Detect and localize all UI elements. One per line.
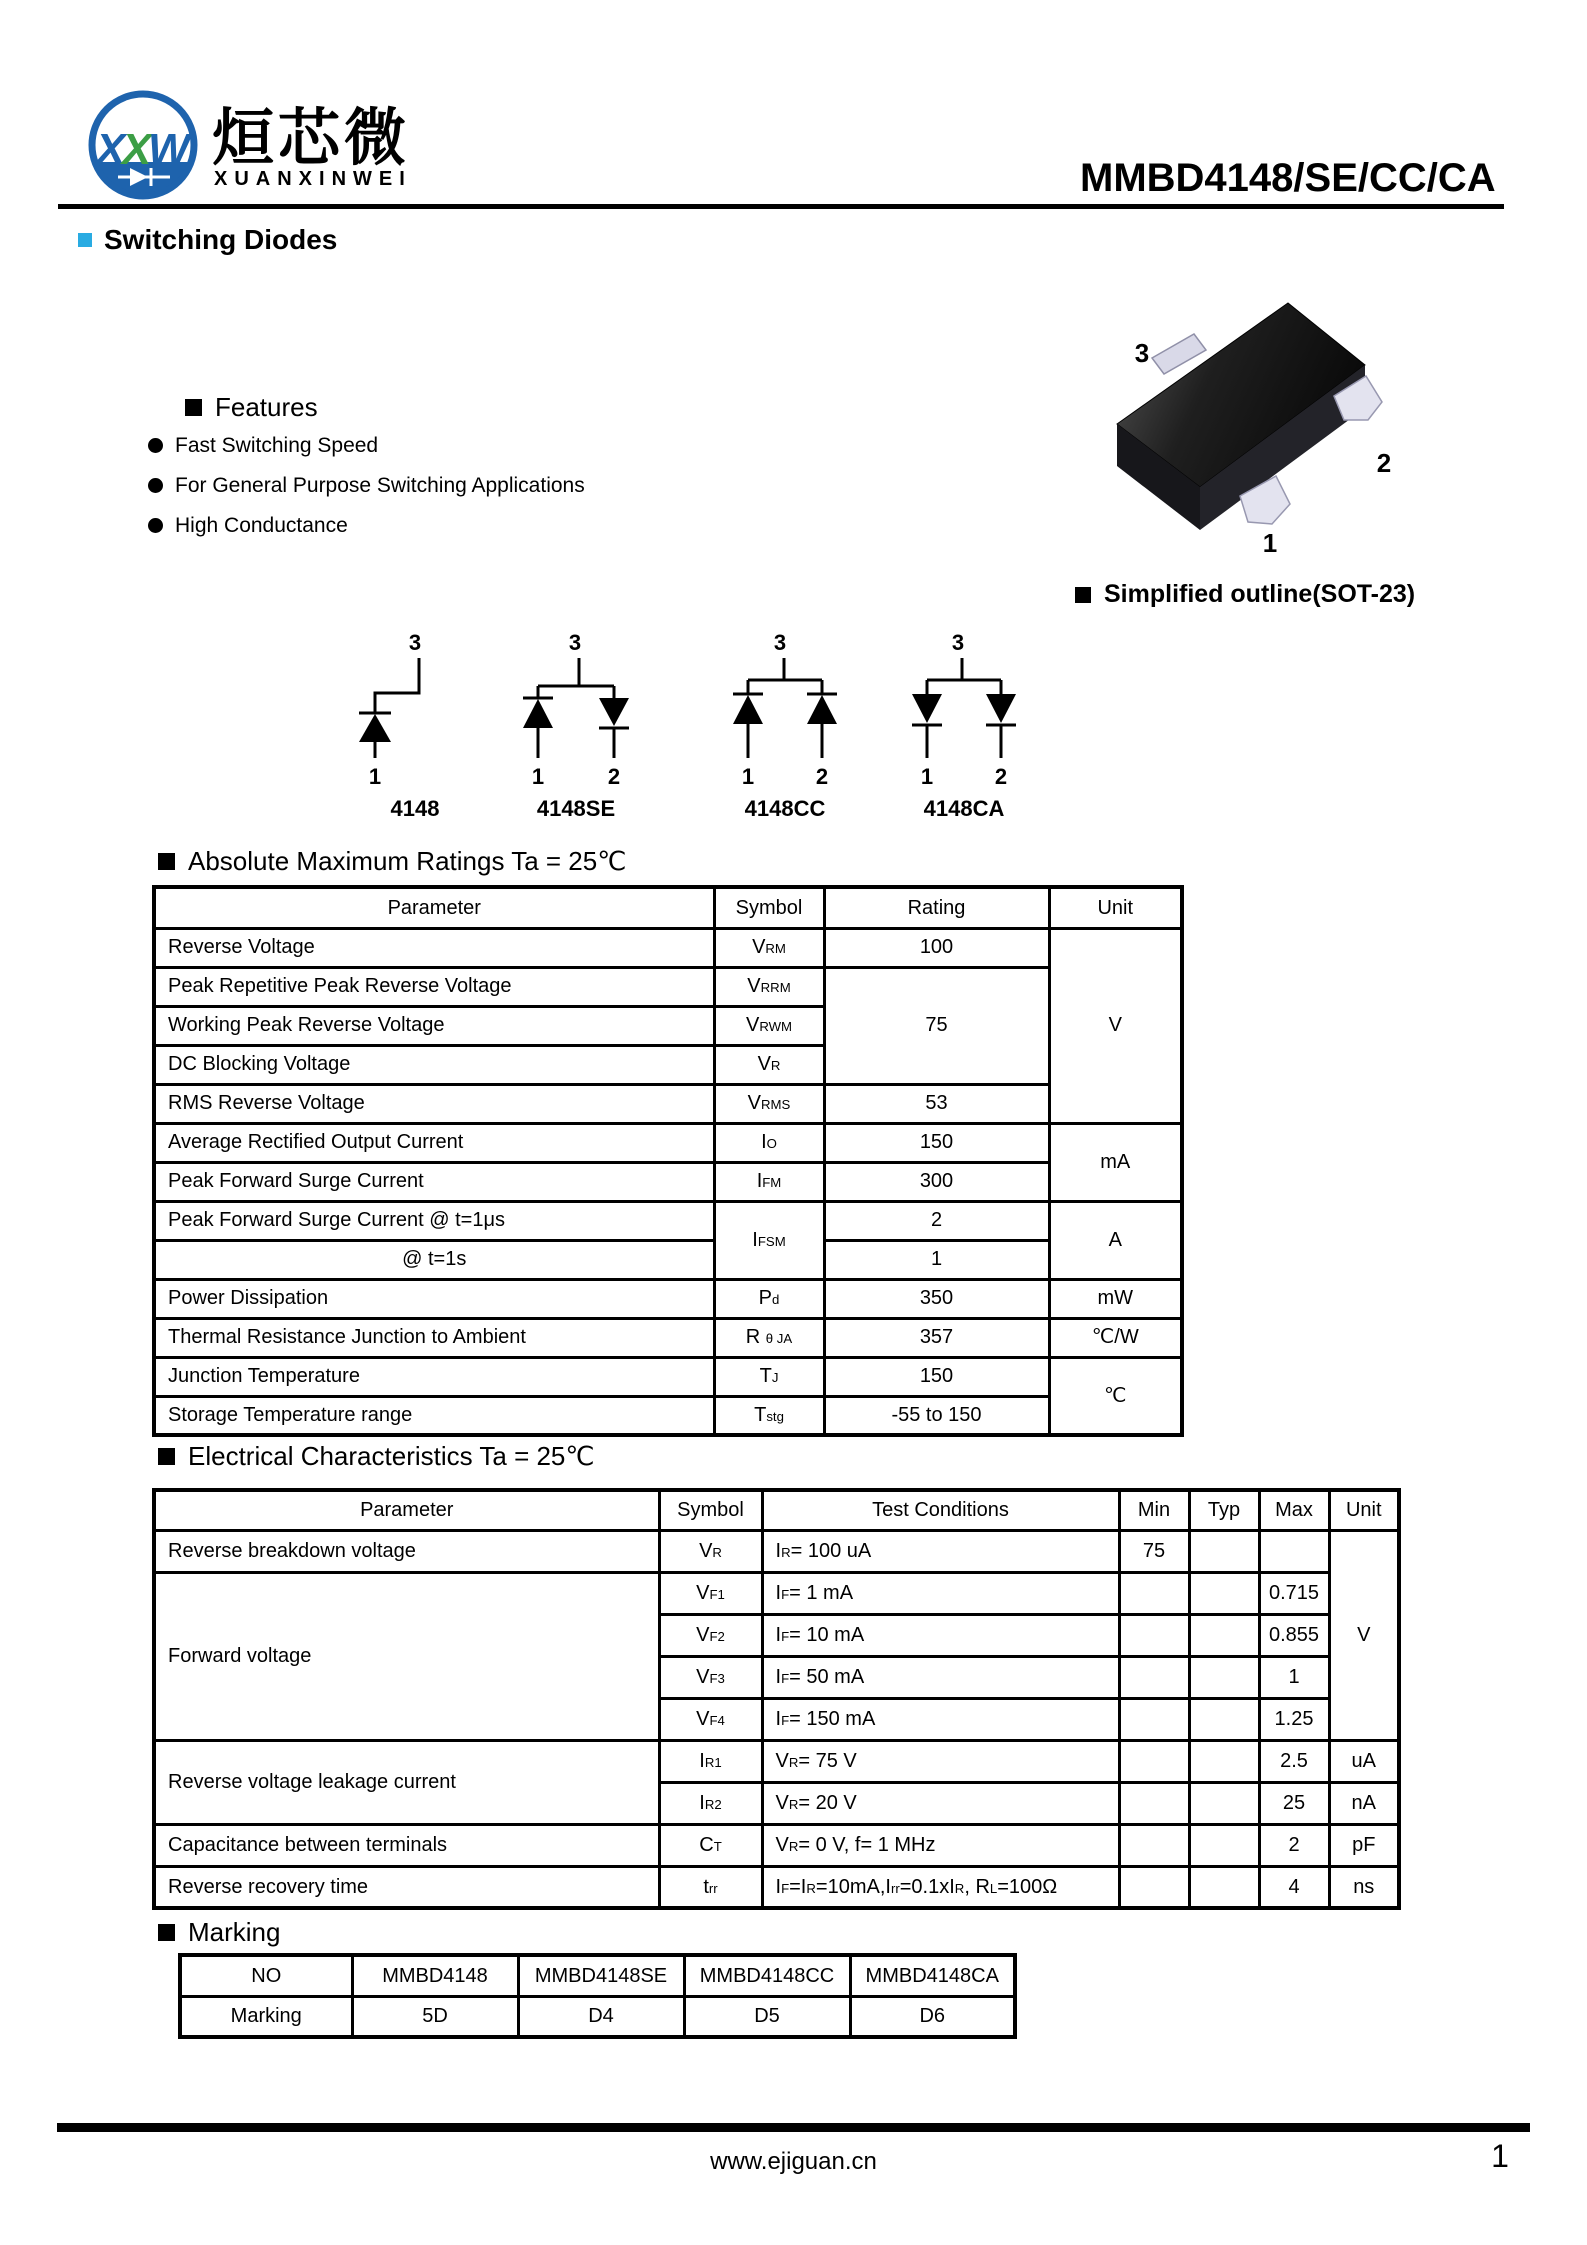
absolute-maximum-ratings-table xyxy=(152,885,1184,1437)
variant-label-4148ca: 4148CA xyxy=(923,796,1005,821)
param-cell: Peak Forward Surge Current @ t=1μs xyxy=(154,1201,714,1240)
table-row xyxy=(180,1996,1015,2037)
company-logo-emblem xyxy=(70,82,220,210)
table-header-row xyxy=(154,1490,1399,1530)
table-row xyxy=(154,1396,1182,1435)
unit-cell: ℃ xyxy=(1049,1357,1182,1435)
max-cell: 1.25 xyxy=(1259,1698,1329,1740)
cond-cell: IF= 150 mA xyxy=(762,1698,1119,1740)
marking-cell: MMBD4148CA xyxy=(850,1955,1015,1996)
feature-text: High Conductance xyxy=(175,513,348,537)
elec-title: Electrical Characteristics Ta = 25℃ xyxy=(188,1441,595,1471)
symbol-cell: VR xyxy=(714,1045,824,1084)
marking-cell: 5D xyxy=(352,1996,518,2037)
unit-cell: mA xyxy=(1049,1123,1182,1201)
unit-cell: pF xyxy=(1329,1824,1399,1866)
max-cell xyxy=(1259,1530,1329,1572)
unit-cell: uA xyxy=(1329,1740,1399,1782)
abs-max-title: Absolute Maximum Ratings Ta = 25℃ xyxy=(188,846,627,876)
param-cell: Power Dissipation xyxy=(154,1279,714,1318)
header-cell: Unit xyxy=(1329,1490,1399,1530)
max-cell: 1 xyxy=(1259,1656,1329,1698)
symbol-cell: Pd xyxy=(714,1279,824,1318)
min-cell xyxy=(1119,1740,1189,1782)
variant-label-4148se: 4148SE xyxy=(536,796,616,821)
typ-cell xyxy=(1189,1740,1259,1782)
typ-cell xyxy=(1189,1782,1259,1824)
table-row xyxy=(154,1123,1182,1162)
table-row xyxy=(154,1240,1182,1279)
marking-cell: Marking xyxy=(180,1996,352,2037)
diode-triangle xyxy=(599,698,629,726)
diode-triangle xyxy=(359,714,391,742)
param-cell: Thermal Resistance Junction to Ambient xyxy=(154,1318,714,1357)
symbol-cell: IR1 xyxy=(659,1740,762,1782)
features-heading xyxy=(185,392,318,423)
typ-cell xyxy=(1189,1656,1259,1698)
max-cell: 0.715 xyxy=(1259,1572,1329,1614)
marking-table xyxy=(178,1953,1017,2039)
black-square-bullet-icon xyxy=(1075,587,1091,603)
symbol-cell: VRM xyxy=(714,928,824,967)
company-name-english: XUANXINWEI xyxy=(214,168,412,190)
pin-label: 2 xyxy=(815,764,829,789)
pin-label: 2 xyxy=(994,764,1008,789)
max-cell: 25 xyxy=(1259,1782,1329,1824)
max-cell: 4 xyxy=(1259,1866,1329,1908)
abs-max-heading xyxy=(158,846,626,877)
cond-cell: VR= 0 V, f= 1 MHz xyxy=(762,1824,1119,1866)
marking-heading xyxy=(158,1917,280,1948)
unit-cell: ns xyxy=(1329,1866,1399,1908)
rating-cell: 75 xyxy=(824,967,1049,1084)
table-row xyxy=(154,1530,1399,1572)
elec-heading xyxy=(158,1441,595,1472)
pin-label: 1 xyxy=(741,764,755,789)
symbol-cell: VF2 xyxy=(659,1614,762,1656)
param-cell: DC Blocking Voltage xyxy=(154,1045,714,1084)
marking-cell: D4 xyxy=(518,1996,684,2037)
diode-triangle xyxy=(807,695,837,724)
symbol-cell: TJ xyxy=(714,1357,824,1396)
variant-label-4148: 4148 xyxy=(390,796,440,821)
pin-label: 3 xyxy=(568,630,582,655)
param-cell: Average Rectified Output Current xyxy=(154,1123,714,1162)
min-cell xyxy=(1119,1572,1189,1614)
min-cell xyxy=(1119,1782,1189,1824)
header-cell: Symbol xyxy=(714,887,824,928)
table-row xyxy=(154,1866,1399,1908)
diode-symbol-diagrams xyxy=(340,628,1040,838)
variant-label-4148cc: 4148CC xyxy=(744,796,826,821)
diode-triangle xyxy=(986,694,1016,723)
pin-label: 3 xyxy=(951,630,965,655)
min-cell xyxy=(1119,1656,1189,1698)
min-cell xyxy=(1119,1866,1189,1908)
header-cell: Parameter xyxy=(154,887,714,928)
param-cell: Storage Temperature range xyxy=(154,1396,714,1435)
min-cell xyxy=(1119,1824,1189,1866)
param-cell: Reverse Voltage xyxy=(154,928,714,967)
max-cell: 2.5 xyxy=(1259,1740,1329,1782)
max-cell: 2 xyxy=(1259,1824,1329,1866)
table-row xyxy=(154,1740,1399,1782)
table-row xyxy=(154,1084,1182,1123)
header-cell: Max xyxy=(1259,1490,1329,1530)
symbol-cell: VF4 xyxy=(659,1698,762,1740)
symbol-cell: IR2 xyxy=(659,1782,762,1824)
bullet-dot-icon xyxy=(148,518,163,533)
header-cell: Min xyxy=(1119,1490,1189,1530)
features-list xyxy=(148,434,585,554)
symbol-cell: CT xyxy=(659,1824,762,1866)
header-cell: Test Conditions xyxy=(762,1490,1119,1530)
feature-item xyxy=(148,434,585,457)
rating-cell: -55 to 150 xyxy=(824,1396,1049,1435)
sot23-package-image xyxy=(1100,290,1400,560)
page-number: 1 xyxy=(1491,2138,1509,2174)
unit-cell: mW xyxy=(1049,1279,1182,1318)
header-cell: Parameter xyxy=(154,1490,659,1530)
rating-cell: 150 xyxy=(824,1357,1049,1396)
black-square-bullet-icon xyxy=(185,399,202,416)
features-title: Features xyxy=(215,392,318,422)
rating-cell: 350 xyxy=(824,1279,1049,1318)
cond-cell: IF= 10 mA xyxy=(762,1614,1119,1656)
pin-label: 3 xyxy=(773,630,787,655)
typ-cell xyxy=(1189,1866,1259,1908)
rating-cell: 300 xyxy=(824,1162,1049,1201)
header-cell: Rating xyxy=(824,887,1049,928)
symbol-cell: VRRM xyxy=(714,967,824,1006)
table-row xyxy=(154,1279,1182,1318)
header-divider xyxy=(58,204,1504,209)
black-square-bullet-icon xyxy=(158,853,175,870)
marking-cell: MMBD4148SE xyxy=(518,1955,684,1996)
marking-cell: D6 xyxy=(850,1996,1015,2037)
feature-item xyxy=(148,474,585,497)
rating-cell: 150 xyxy=(824,1123,1049,1162)
param-cell: Working Peak Reverse Voltage xyxy=(154,1006,714,1045)
table-row xyxy=(154,928,1182,967)
cond-cell: IF=IR=10mA,Irr=0.1xIR, RL=100Ω xyxy=(762,1866,1119,1908)
symbol-cell: VF1 xyxy=(659,1572,762,1614)
param-cell: Junction Temperature xyxy=(154,1357,714,1396)
typ-cell xyxy=(1189,1824,1259,1866)
typ-cell xyxy=(1189,1698,1259,1740)
table-row xyxy=(154,1824,1399,1866)
rating-cell: 53 xyxy=(824,1084,1049,1123)
table-header-row xyxy=(154,887,1182,928)
max-cell: 0.855 xyxy=(1259,1614,1329,1656)
cond-cell: IR= 100 uA xyxy=(762,1530,1119,1572)
rating-cell: 357 xyxy=(824,1318,1049,1357)
marking-title: Marking xyxy=(188,1917,281,1947)
feature-text: For General Purpose Switching Applications xyxy=(175,473,585,497)
feature-text: Fast Switching Speed xyxy=(175,433,379,457)
symbol-cell: IFM xyxy=(714,1162,824,1201)
param-cell: Peak Repetitive Peak Reverse Voltage xyxy=(154,967,714,1006)
typ-cell xyxy=(1189,1614,1259,1656)
pin-label: 2 xyxy=(607,764,621,789)
param-cell: Reverse recovery time xyxy=(154,1866,659,1908)
min-cell: 75 xyxy=(1119,1530,1189,1572)
cond-cell: IF= 50 mA xyxy=(762,1656,1119,1698)
bullet-dot-icon xyxy=(148,438,163,453)
param-cell: Capacitance between terminals xyxy=(154,1824,659,1866)
black-square-bullet-icon xyxy=(158,1924,175,1941)
table-row xyxy=(154,1162,1182,1201)
param-cell: RMS Reverse Voltage xyxy=(154,1084,714,1123)
min-cell xyxy=(1119,1614,1189,1656)
rating-cell: 100 xyxy=(824,928,1049,967)
feature-item xyxy=(148,514,585,537)
symbol-cell: R θ JA xyxy=(714,1318,824,1357)
unit-cell: V xyxy=(1329,1530,1399,1740)
symbol-cell: IFSM xyxy=(714,1201,824,1279)
symbol-cell: IO xyxy=(714,1123,824,1162)
marking-cell: NO xyxy=(180,1955,352,1996)
bullet-dot-icon xyxy=(148,478,163,493)
electrical-characteristics-table xyxy=(152,1488,1401,1910)
outline-caption-text: Simplified outline(SOT-23) xyxy=(1104,580,1416,608)
unit-cell: nA xyxy=(1329,1782,1399,1824)
symbol-cell: VRMS xyxy=(714,1084,824,1123)
marking-cell: MMBD4148CC xyxy=(684,1955,850,1996)
subtitle-label: Switching Diodes xyxy=(104,224,338,255)
pin-label: 1 xyxy=(531,764,545,789)
table-row xyxy=(180,1955,1015,1996)
symbol-cell: VRWM xyxy=(714,1006,824,1045)
header-cell: Typ xyxy=(1189,1490,1259,1530)
cond-cell: VR= 20 V xyxy=(762,1782,1119,1824)
pin-2-label: 2 xyxy=(1376,448,1392,478)
typ-cell xyxy=(1189,1530,1259,1572)
outline-caption xyxy=(1075,580,1415,609)
pin-1-label: 1 xyxy=(1262,528,1278,558)
rating-cell: 1 xyxy=(824,1240,1049,1279)
table-row xyxy=(154,967,1182,1006)
symbol-cell: Tstg xyxy=(714,1396,824,1435)
diode-triangle xyxy=(523,699,553,728)
table-row xyxy=(154,1572,1399,1614)
footer-divider xyxy=(57,2123,1530,2132)
param-cell: Reverse breakdown voltage xyxy=(154,1530,659,1572)
header-cell: Unit xyxy=(1049,887,1182,928)
table-row xyxy=(154,1318,1182,1357)
unit-cell: V xyxy=(1049,928,1182,1123)
diode-triangle xyxy=(733,695,763,724)
symbol-cell: VF3 xyxy=(659,1656,762,1698)
diode-triangle xyxy=(912,694,942,723)
pin-label: 3 xyxy=(408,630,422,655)
unit-cell: ℃/W xyxy=(1049,1318,1182,1357)
typ-cell xyxy=(1189,1572,1259,1614)
marking-cell: D5 xyxy=(684,1996,850,2037)
document-subtitle xyxy=(78,224,337,256)
cond-cell: VR= 75 V xyxy=(762,1740,1119,1782)
black-square-bullet-icon xyxy=(158,1448,175,1465)
logo-letter: W xyxy=(148,125,190,174)
table-row xyxy=(154,1201,1182,1240)
company-name-chinese: 烜芯微 xyxy=(212,104,411,173)
symbol-cell: VR xyxy=(659,1530,762,1572)
header-cell: Symbol xyxy=(659,1490,762,1530)
symbol-cell: trr xyxy=(659,1866,762,1908)
logo-letter: X xyxy=(122,125,152,174)
pin-label: 1 xyxy=(920,764,934,789)
param-cell: Reverse voltage leakage current xyxy=(154,1740,659,1824)
param-cell: Peak Forward Surge Current xyxy=(154,1162,714,1201)
pin-label: 1 xyxy=(368,764,382,789)
page-title: MMBD4148/SE/CC/CA xyxy=(1080,156,1496,200)
marking-cell: MMBD4148 xyxy=(352,1955,518,1996)
table-row xyxy=(154,1357,1182,1396)
logo-letter: X xyxy=(96,125,126,174)
min-cell xyxy=(1119,1698,1189,1740)
blue-square-bullet-icon xyxy=(78,233,92,247)
pin-3-label: 3 xyxy=(1134,338,1150,368)
rating-cell: 2 xyxy=(824,1201,1049,1240)
param-cell: Forward voltage xyxy=(154,1572,659,1740)
cond-cell: IF= 1 mA xyxy=(762,1572,1119,1614)
website-link[interactable]: www.ejiguan.cn xyxy=(710,2148,877,2175)
param-cell: @ t=1s xyxy=(154,1240,714,1279)
unit-cell: A xyxy=(1049,1201,1182,1279)
